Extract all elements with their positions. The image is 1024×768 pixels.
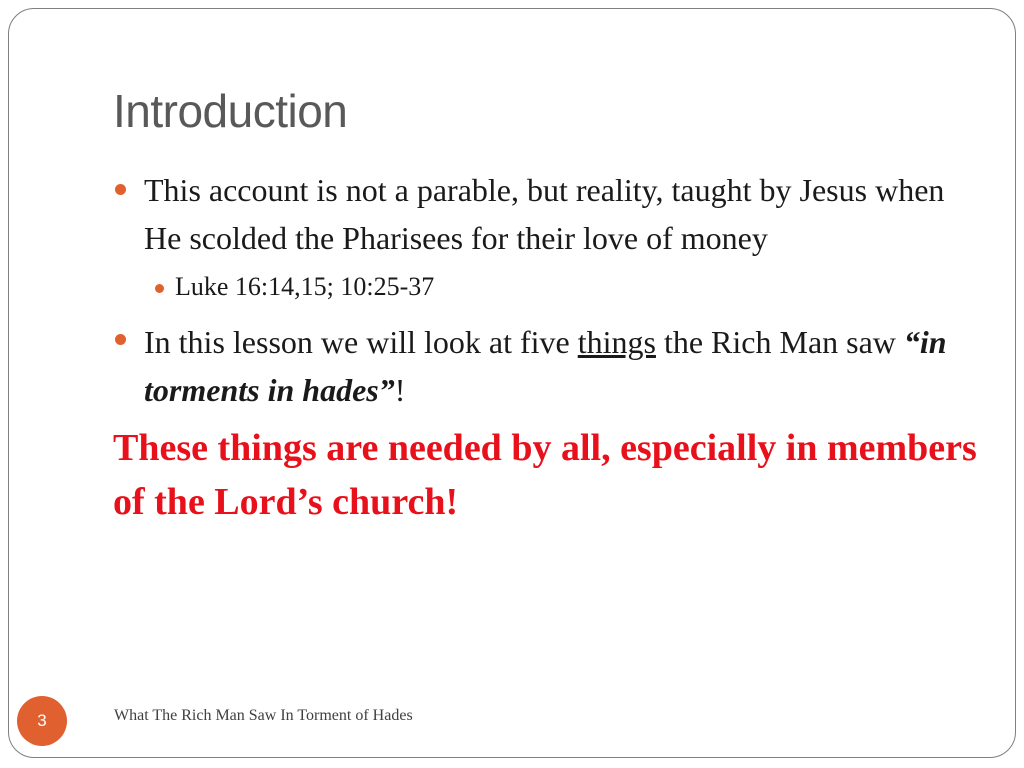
- highlight-statement: These things are needed by all, especially in members of the Lord’s church!: [113, 427, 977, 523]
- slide-title: Introduction: [113, 85, 348, 137]
- bullet-2-marker: [115, 334, 126, 345]
- sub-bullet-1: Luke 16:14,15; 10:25-37: [175, 272, 435, 301]
- sub-bullet-1-marker: [155, 284, 164, 293]
- bullet-1-marker: [115, 184, 126, 195]
- page-number-badge: 3: [17, 696, 67, 746]
- bullet-2-text-middle: the Rich Man saw: [655, 324, 904, 360]
- bullet-2-text-end: !: [394, 372, 406, 408]
- footer-text: What The Rich Man Saw In Torment of Hades: [114, 707, 413, 724]
- bullet-2-underlined-word: things: [577, 324, 656, 360]
- bullet-2-text-start: In this lesson we will look at five: [144, 324, 578, 360]
- bullet-1: This account is not a parable, but reality, taught by Jesus when He scolded the Pharisees for their love of money: [144, 172, 945, 256]
- bullet-2: [144, 318, 984, 414]
- bullet-2-emphasis: “in torments in hades”: [144, 324, 947, 408]
